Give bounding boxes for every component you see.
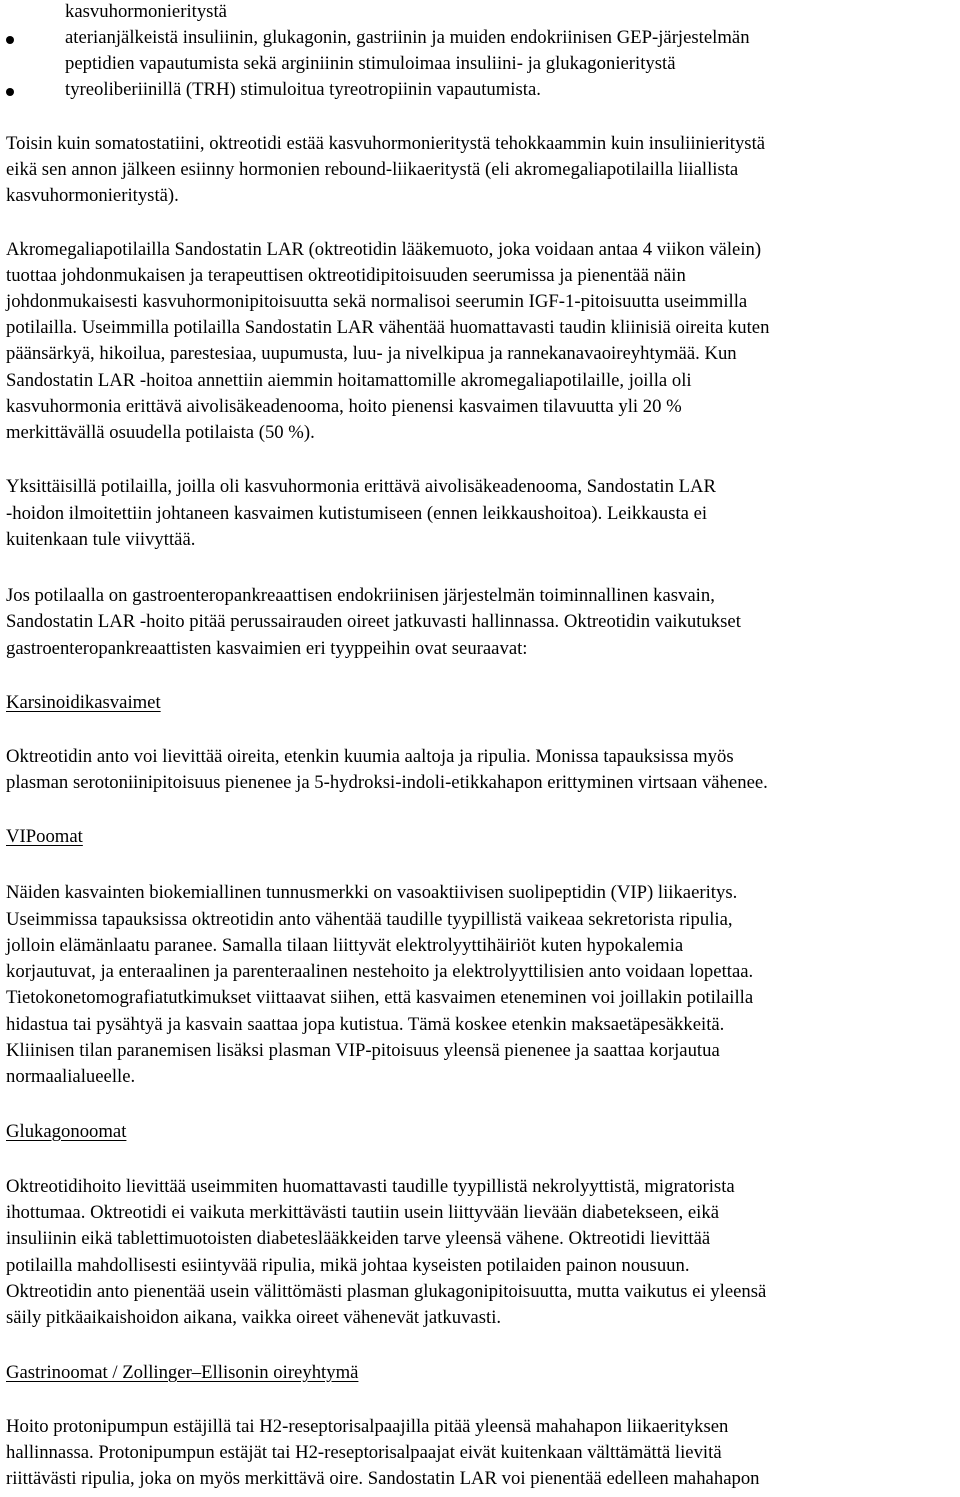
paragraph-line: potilailla. Useimmilla potilailla Sandostatin LAR vähentää huomattavasti taudin kliinisiä oireita kuten — [6, 317, 770, 338]
paragraph-line: päänsärkyä, hikoilua, parestesiaa, uupumusta, luu- ja nivelkipua ja rannekanavaoireyhtymää. Kun — [6, 343, 737, 364]
paragraph-line: Yksittäisillä potilailla, joilla oli kasvuhormonia erittävä aivolisäkeadenooma, Sandostatin LAR — [6, 476, 716, 497]
paragraph-line: kasvuhormonia erittävä aivolisäkeadenooma, hoito pienensi kasvaimen tilavuutta yli 20 % — [6, 396, 682, 417]
paragraph-line: tuottaa johdonmukaisen ja terapeuttisen oktreotidipitoisuuden seerumissa ja pienentää näin — [6, 265, 686, 286]
paragraph-line: Sandostatin LAR -hoitoa annettiin aiemmin hoitamattomille akromegaliapotilaille, joilla oli — [6, 370, 692, 391]
bullet-dot — [6, 88, 14, 96]
bullet-continuation: kasvuhormonieritystä — [65, 1, 227, 22]
paragraph-line: merkittävällä osuudella potilaista (50 %). — [6, 422, 315, 443]
paragraph-line: Oktreotidihoito lievittää useimmiten huomattavasti taudille tyypillistä nekrolyyttistä, migratorista — [6, 1176, 735, 1197]
paragraph-line: gastroenteropankreaattisten kasvaimien eri tyyppeihin ovat seuraavat: — [6, 638, 528, 659]
bullet-item-2-line-1: tyreoliberiinillä (TRH) stimuloitua tyreotropiinin vapautumista. — [65, 79, 541, 100]
bullet-item-1-line-2: peptidien vapautumista sekä arginiinin stimuloimaa insuliini- ja glukagonieritystä — [65, 53, 676, 74]
paragraph-line: normaalialueelle. — [6, 1066, 136, 1087]
paragraph-line: Näiden kasvainten biokemiallinen tunnusmerkki on vasoaktiivisen suolipeptidin (VIP) liikaeritys. — [6, 882, 738, 903]
paragraph-line: -hoidon ilmoitettiin johtaneen kasvaimen kutistumiseen (ennen leikkaushoitoa). Leikkausta ei — [6, 503, 708, 524]
paragraph-line: Jos potilaalla on gastroenteropankreaattisen endokriinisen järjestelmän toiminnallinen kasvain, — [6, 585, 715, 606]
paragraph-line: Toisin kuin somatostatiini, oktreotidi estää kasvuhormonieritystä tehokkaammin kuin insuliinieritystä — [6, 133, 766, 154]
paragraph-line: Useimmissa tapauksissa oktreotidin anto vähentää taudille tyypillistä vaikeaa sekretorista ripulia, — [6, 909, 733, 930]
paragraph-line: potilailla mahdollisesti esiintyvää ripulia, mikä johtaa kyseisten potilaiden painon nousuun. — [6, 1255, 690, 1276]
section-heading-carcinoid: Karsinoidikasvaimet — [6, 692, 161, 713]
paragraph-line: hidastua tai pysähtyä ja kasvain saattaa jopa kutistua. Tämä koskee etenkin maksaetäpesäkkeitä. — [6, 1014, 725, 1035]
bullet-dot — [6, 36, 14, 44]
paragraph-line: jolloin elämänlaatu paranee. Samalla tilaan liittyvät elektrolyyttihäiriöt kuten hypokalemia — [6, 935, 684, 956]
paragraph-line: Tietokonetomografiatutkimukset viittaavat siihen, että kasvaimen eteneminen voi joillakin potilailla — [6, 987, 754, 1008]
paragraph-line: Oktreotidin anto voi lievittää oireita, etenkin kuumia aaltoja ja ripulia. Monissa tapauksissa myös — [6, 746, 734, 767]
section-heading-glucagonoma: Glukagonoomat — [6, 1121, 127, 1142]
paragraph-line: riittävästi ripulia, joka on myös merkittävä oire. Sandostatin LAR voi pienentää edelleen mahahapon — [6, 1468, 760, 1489]
paragraph-line: Oktreotidin anto pienentää usein välittömästi plasman glukagonipitoisuutta, mutta vaikutus ei yleensä — [6, 1281, 767, 1302]
paragraph-line: insuliinin eikä tablettimuotoisten diabeteslääkkeiden tarve yleensä vähene. Oktreotidi lievittää — [6, 1228, 711, 1249]
paragraph-line: säily pitkäaikaishoidon aikana, vaikka oireet vähenevät jatkuvasti. — [6, 1307, 502, 1328]
section-heading-gastrinoma: Gastrinoomat / Zollinger–Ellisonin oireyhtymä — [6, 1362, 359, 1383]
paragraph-line: Kliinisen tilan paranemisen lisäksi plasman VIP-pitoisuus yleensä pienenee ja saattaa korjautua — [6, 1040, 720, 1061]
paragraph-line: Sandostatin LAR -hoito pitää perussairauden oireet jatkuvasti hallinnassa. Oktreotidin vaikutukset — [6, 611, 741, 632]
paragraph-line: korjautuvat, ja enteraalinen ja parenteraalinen nestehoito ja elektrolyyttilisien anto voidaan lopettaa. — [6, 961, 754, 982]
paragraph-line: Hoito protonipumpun estäjillä tai H2-reseptorisalpaajilla pitää yleensä mahahapon liikaerityksen — [6, 1416, 729, 1437]
bullet-item-1-line-1: aterianjälkeistä insuliinin, glukagonin, gastriinin ja muiden endokriinisen GEP-järjestelmän — [65, 27, 750, 48]
paragraph-line: Akromegaliapotilailla Sandostatin LAR (oktreotidin lääkemuoto, joka voidaan antaa 4 viikon välein) — [6, 239, 762, 260]
paragraph-line: eikä sen annon jälkeen esiinny hormonien rebound-liikaeritystä (eli akromegaliapotilailla liiallista — [6, 159, 739, 180]
section-heading-vipoma: VIPoomat — [6, 826, 83, 847]
paragraph-line: kasvuhormonieritystä). — [6, 185, 179, 206]
paragraph-line: hallinnassa. Protonipumpun estäjät tai H2-reseptorisalpaajat eivät kuitenkaan välttämättä lievitä — [6, 1442, 722, 1463]
paragraph-line: kuitenkaan tule viivyttää. — [6, 529, 196, 550]
paragraph-line: plasman serotoniinipitoisuus pienenee ja 5-hydroksi-indoli-etikkahapon erittyminen virtsaan vähenee. — [6, 772, 768, 793]
paragraph-line: ihottumaa. Oktreotidi ei vaikuta merkittävästi tautiin usein liittyvään lievään diabetekseen, eikä — [6, 1202, 720, 1223]
paragraph-line: johdonmukaisesti kasvuhormonipitoisuutta sekä normalisoi seerumin IGF-1-pitoisuutta useimmilla — [6, 291, 748, 312]
